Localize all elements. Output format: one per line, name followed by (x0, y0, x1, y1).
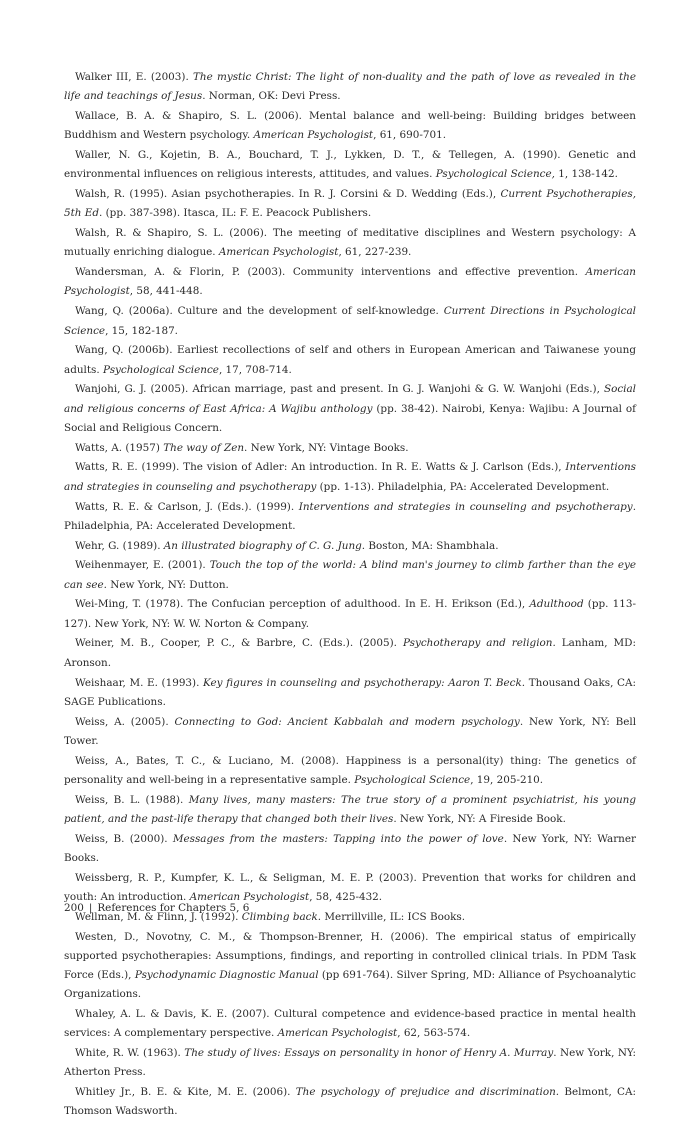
reference-entry (64, 302, 636, 341)
reference-text: Whitley Jr., B. E. & Kite, M. E. (2006). (75, 1086, 296, 1099)
reference-text: Wang, Q. (2006a). Culture and the development of self-knowledge. (75, 305, 444, 318)
reference-text: . Lanham, MD: Aronson. (64, 637, 636, 669)
reference-title: Current Directions in Psychological Science (64, 305, 636, 337)
reference-entry (64, 380, 636, 438)
reference-text: Walker III, E. (2003). (75, 71, 193, 83)
reference-text: , 61, 227-239. (338, 246, 412, 259)
reference-text: Watts, R. E. (1999). The vision of Adler: An introduction. In R. E. Watts & J. Carlson (Eds.), (75, 461, 566, 474)
reference-title: Many lives, many masters: The true story of a prominent psychiatrist, his young patient, and the past-life therapy that changed both their lives (64, 793, 636, 825)
reference-entry (64, 185, 636, 224)
reference-entry (64, 752, 636, 791)
reference-text: . New York, NY: Dutton. (103, 578, 229, 591)
reference-text: Wallace, B. A. & Shapiro, S. L. (2006). Mental balance and well-being: Building bridges between Buddhism and Western psychology. (64, 110, 636, 142)
reference-title: Psychological Science (102, 363, 219, 376)
reference-text: Weissberg, R. P., Kumpfer, K. L., & Seligman, M. E. P. (2003). Prevention that works for children and youth: An introduction. (64, 871, 636, 903)
reference-entry (64, 556, 636, 595)
reference-title: Climbing back (241, 910, 318, 923)
reference-title: Key figures in counseling and psychotherapy: Aaron T. Beck (203, 676, 522, 689)
running-title: References for Chapters 5, 6 (97, 902, 250, 914)
reference-text: Weiss, B. (2000). (75, 832, 173, 845)
reference-text: . Boston, MA: Shambhala. (361, 539, 499, 552)
reference-entry (64, 713, 636, 752)
reference-title: The psychology of prejudice and discrimination (295, 1086, 556, 1099)
reference-text: , 58, 425-432. (309, 890, 383, 903)
reference-title: The way of Zen (163, 441, 245, 454)
reference-title: Touch the top of the world: A blind man's journey to climb farther than the eye can see (64, 559, 636, 591)
reference-text: Wang, Q. (2006b). Earliest recollections of self and others in European American and Taiwanese young adults. (64, 344, 636, 376)
reference-text: Weihenmayer, E. (2001). (75, 559, 210, 572)
reference-entry (64, 537, 636, 556)
reference-title: American Psychologist (253, 129, 374, 142)
reference-text: (pp 691-764). Silver Spring, MD: Alliance of Psychoanalytic Organizations. (64, 969, 636, 1001)
reference-text: Wandersman, A. & Florin, P. (2003). Community interventions and effective prevention. (75, 266, 586, 279)
reference-text: (pp. 387-398). Itasca, IL: F. E. Peacock Publishers. (102, 207, 372, 220)
reference-text: , 19, 205-210. (470, 773, 544, 786)
reference-text: Wellman, M. & Flinn, J. (1992). (75, 910, 242, 923)
reference-text: Walsh, R. & Shapiro, S. L. (2006). The meeting of meditative disciplines and Western psychology: A mutually enriching dialogue. (64, 227, 636, 259)
reference-title: Psychological Science, (435, 168, 555, 181)
reference-entry (64, 928, 636, 1005)
reference-text: Wei-Ming, T. (1978). The Confucian perception of adulthood. In E. H. Erikson (Ed.), (75, 598, 530, 611)
reference-text: . Thousand Oaks, CA: SAGE Publications. (64, 676, 636, 708)
reference-entry (64, 224, 636, 263)
reference-text: Watts, A. (1957) (75, 441, 164, 454)
reference-text: , 62, 563-574. (397, 1027, 471, 1040)
reference-title: American Psychologist (218, 246, 339, 259)
reference-title: Psychodynamic Diagnostic Manual (134, 969, 319, 982)
reference-title: Social and religious concerns of East Africa: A Wajibu anthology (64, 383, 636, 415)
reference-text: Weiner, M. B., Cooper, P. C., & Barbre, C. (Eds.). (2005). (75, 637, 403, 650)
reference-text: . Norman, OK: Devi Press. (202, 90, 341, 103)
reference-title: Interventions and strategies in counseling and psychotherapy (298, 500, 633, 513)
reference-text: . New York, NY: Bell Tower. (64, 715, 637, 747)
reference-text: Westen, D., Novotny, C. M., & Thompson-Brenner, H. (2006). The empirical status of empirically supported psychotherapies: Assumptions, findings, and reporting in controlled clinical trials. In PDM Task Force (Eds.), (64, 930, 636, 982)
reference-text: . New York, NY: Warner Books. (64, 832, 636, 864)
reference-text: Watts, R. E. & Carlson, J. (Eds.). (1999). (75, 500, 299, 513)
reference-text: (pp. 113-127). New York, NY: W. W. Norton & Company. (64, 598, 636, 630)
reference-title: American Psychologist (64, 266, 636, 298)
reference-entry (64, 1044, 636, 1083)
reference-title: The mystic Christ: The light of non-duality and the path of love as revealed in the life and teachings of Jesus (64, 71, 636, 103)
reference-entry (64, 107, 636, 146)
reference-text: . Belmont, CA: Thomson Wadsworth. (64, 1086, 636, 1118)
reference-text: . New York, NY: Atherton Press. (64, 1047, 636, 1079)
reference-entry (64, 439, 636, 458)
reference-entry (64, 146, 636, 185)
reference-entry (64, 1083, 636, 1122)
reference-title: Current Psychotherapies, 5th Ed. (64, 188, 636, 220)
reference-text: White, R. W. (1963). (75, 1047, 185, 1060)
reference-title: Psychotherapy and religion (402, 637, 553, 650)
reference-title: Adulthood (529, 598, 584, 611)
reference-entry (64, 498, 636, 537)
reference-text: (pp. 1-13). Philadelphia, PA: Accelerated Development. (316, 480, 610, 493)
page-number: 200 (64, 902, 84, 914)
reference-entry (64, 263, 636, 302)
reference-title: Messages from the masters: Tapping into the power of love (172, 832, 504, 845)
reference-text: , 15, 182-187. (105, 324, 178, 337)
reference-title: Interventions and strategies in counseling and psychotherapy (64, 461, 636, 493)
reference-text: Weiss, A. (2005). (75, 715, 175, 728)
reference-title: Psychological Science (354, 773, 471, 786)
reference-text: . New York, NY: A Fireside Book. (393, 812, 566, 825)
reference-text: Wanjohi, G. J. (2005). African marriage, past and present. In G. J. Wanjohi & G. W. Wanjohi (Eds.), (75, 383, 604, 396)
reference-entry (64, 830, 636, 869)
reference-text: , 61, 690-701. (373, 129, 447, 142)
reference-text: . Merrillville, IL: ICS Books. (317, 910, 466, 923)
reference-text: Weiss, A., Bates, T. C., & Luciano, M. (2008). Happiness is a personal(ity) thing: The genetics of personality and well-being in a representative sample. (64, 754, 636, 786)
reference-title: The study of lives: Essays on personality in honor of Henry A. Murray (184, 1047, 554, 1060)
reference-text: Walsh, R. (1995). Asian psychotherapies. In R. J. Corsini & D. Wedding (Eds.), (75, 188, 501, 201)
reference-text: Weiss, B. L. (1988). (75, 793, 189, 806)
reference-text: Wehr, G. (1989). (75, 539, 164, 552)
reference-text: Waller, N. G., Kojetin, B. A., Bouchard, T. J., Lykken, D. T., & Tellegen, A. (1990). Genetic and environmental influences on religious interests, attitudes, and values. (64, 149, 636, 181)
reference-entry (64, 68, 636, 107)
reference-text: . Philadelphia, PA: Accelerated Development. (64, 500, 636, 532)
reference-text: . New York, NY: Vintage Books. (244, 441, 409, 454)
reference-text: , 17, 708-714. (218, 363, 292, 376)
reference-text: 1, 138-142. (554, 168, 618, 181)
reference-text: Weishaar, M. E. (1993). (75, 676, 204, 689)
reference-entry (64, 634, 636, 673)
reference-text: Whaley, A. L. & Davis, K. E. (2007). Cultural competence and evidence-based practice in mental health services: A complementary perspective. (64, 1008, 636, 1040)
reference-title: American Psychologist (189, 890, 310, 903)
reference-title: Connecting to God: Ancient Kabbalah and modern psychology (174, 715, 520, 728)
reference-entry (64, 1005, 636, 1044)
reference-title: An illustrated biography of C. G. Jung (163, 539, 362, 552)
page-footer (64, 901, 249, 915)
reference-title: American Psychologist (277, 1027, 398, 1040)
reference-entry (64, 791, 636, 830)
reference-list (64, 68, 636, 1122)
reference-entry (64, 341, 636, 380)
reference-entry (64, 458, 636, 497)
reference-entry (64, 595, 636, 634)
reference-text: , 58, 441-448. (129, 285, 203, 298)
footer-separator: | (88, 902, 93, 914)
reference-text: (pp. 38-42). Nairobi, Kenya: Wajibu: A Journal of Social and Religious Concern. (64, 402, 637, 434)
reference-entry (64, 674, 636, 713)
